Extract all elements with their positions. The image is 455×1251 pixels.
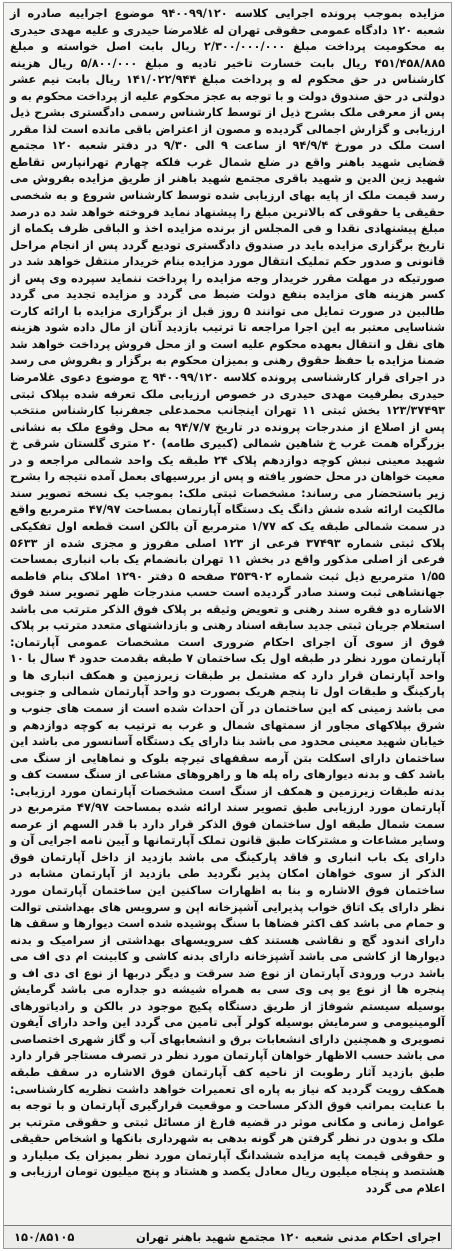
auction-notice	[3, 2, 452, 1249]
notice-issuer: اجرای احکام مدنی شعبه ۱۲۰ مجتمع شهید باهنر تهران	[136, 1230, 441, 1244]
notice-footer	[4, 1225, 451, 1248]
notice-body	[4, 3, 451, 1225]
notice-reference-number: ۱۵۰/۸۵۱۰۵	[14, 1230, 75, 1244]
notice-text: مزایده بموجب پرونده اجرایی کلاسه ۹۴۰۰۹۹/۱۲۰ موضوع اجراییه صادره از شعبه ۱۲۰ دادگاه عمومی حقوقی تهران له غلامرضا حیدری و علیه مهدی حیدری به محکومیت پرداخت مبلغ ۲/۳۰۰/۰۰۰/۰۰۰ ریال بابت اصل خواسته و مبلغ ۴۵۱/۴۵۸/۸۸۵ ریال بابت خسارت تاخیر تادیه و مبلغ ۵/۸۰۰/۰۰۰ ریال هزینه کارشناس در حق محکوم له و پرداخت مبلغ ۱۴۱/۰۲۲/۹۴۴ ریال بابت نیم عشر دولتی در حق صندوق دولت و با توجه به عجز محکوم علیه از پرداخت محکوم به و پس از معرفی ملک بشرح ذیل از توسط کارشناس رسمی دادگستری بشرح ذیل ارزیابی و گزارش اجمالی گردیده و مصون از اعتراض باقی مانده است لذا مقرر است ملک در مورخ ۹۴/۹/۴ از ساعت ۹ الی ۹/۳۰ در دفتر شعبه ۱۲۰ مجتمع قضایی شهید باهنر واقع در ضلع شمال غرب فلکه چهارم تهرانپارس تقاطع شهید زین الدین و شهید باقری مجتمع شهید باهنر از طریق مزایده بفروش می رسد قیمت ملک از پایه بهای ارزیابی شده توسط کارشناس شروع و به شخصی حقیقی یا حقوقی که بالاترین مبلغ را پیشنهاد نماید فروخته خواهد شد ده درصد مبلغ پیشنهادی نقدا و فی المجلس از برنده مزایده اخذ و الباقی ظرف یکماه از تاریخ برگزاری مزایده باید در صندوق دادگستری تودیع گردد پس از انجام مراحل قانونی و صدور حکم تملیک انتقال مورد مزایده بنام خریدار منتقل خواهد شد در صورتیکه در مهلت مقرر خریدار وجه مزایده را پرداخت ننماید سپرده وی پس از کسر هزینه های مزایده بنفع دولت ضبط می گردد و مزایده تجدید می گردد طالبین در صورت تمایل می توانند ۵ روز قبل از برگزاری مزایده با ارائه کارت شناسایی معتبر به این اجرا مراجعه تا ترتیب بازدید آنان از مال داده شود هزینه های نقل و انتقال بعهده محکوم علیه است و از محل فروش پرداخت خواهد شد ضمنا مزایده با حفظ حقوق رهنی و بمیزان محکوم به برگزار و بفروش می رسد در اجرای قرار کارشناسی پرونده کلاسه ۹۴۰۰۹۹/۱۲۰ ج موضوع دعوی غلامرضا حیدری بطرفیت مهدی حیدری در خصوص ارزیابی ملک تعرفه شده بپلاک ثبتی ۱۲۳/۳۷۴۹۳ بخش ثبتی ۱۱ تهران اینجانب محمدعلی جعفرنیا کارشناس منتخب پس از اصلاع از مندرجات پرونده در تاریخ ۹۴/۷/۷ به محل وقوع ملک به نشانی بزرگراه همت غرب خ شاهین شمالی (کبیری طامه) ۲۰ متری گلستان شرقی خ شهید معینی نبش کوچه دوازدهم پلاک ۲۴ طبقه یک واحد شمالی مراجعه و در معیت خواهان در محل حضور یافته و پس از بررسیهای بعمل آمده نتیجه را بشرح زیر باستحضار می رساند: مشخصات ثبتی ملک: بموجب یک نسخه تصویر سند مالکیت ارائه شده شش دانگ یک دستگاه آپارتمان بمساحت ۴۷/۹۷ مترمربع واقع در سمت شمالی طبقه یک که ۱/۷۷ مترمربع آن بالکن است قطعه اول تفکیکی پلاک ثبتی شماره ۳۷۴۹۳ فرعی از ۱۲۳ اصلی مفروز و مجزی شده از ۵۶۳۳ فرعی از اصلی مذکور واقع در بخش ۱۱ تهران بانضمام یک باب انباری بمساحت ۱/۵۵ مترمربع ذیل ثبت شماره ۳۵۳۹۰۲ صفحه ۵ دفتر ۱۲۹۰ املاک بنام فاطمه جهانشاهی ثبت وسند صادر گردیده است حسب مندرجات ظهر تصویر سند فوق الاشاره دو فقره سند رهنی و تعویض وثیقه بر پلاک فوق الذکر مترتب می باشد استعلام جریان ثبتی جدید سابقه اسناد رهنی و بازداشتهای متعدد مترتب بر پلاک فوق از سوی آن اجرای احکام ضروری است مشخصات عمومی آپارتمان: آپارتمان مورد نظر در طبقه اول یک ساختمان ۷ طبقه بقدمت حدود ۴ سال با ۱۰ واحد آپارتمان قرار دارد که مشتمل بر طبقات زیرزمین و همکف انباری ها و پارکینگ و طبقات اول تا پنجم هریک بصورت دو واحد آپارتمان شمالی و جنوبی می باشد زمینی که این ساختمان در آن احداث شده است از سمت های جنوب و شرق بپلاکهای مجاور از سمتهای شمال و غرب به ترتیب به کوچه دوازدهم و خیابان شهید معینی محدود می باشد بنا دارای یک دستگاه آسانسور می باشد این ساختمان دارای اسکلت بتن آرمه سقفهای تیرچه بلوک و نماهایی از سنگ می باشد کف و بدنه دیوارهای راه پله ها و راهروهای مشاعی از سنگ سست کف و بدنه طبقات زیرزمین و همکف از سنگ است مشخصات آپارتمان مورد ارزیابی: آپارتمان مورد ارزیابی طبق تصویر سند ارائه شده بمساحت ۴۷/۹۷ مترمربع در سمت شمال طبقه اول ساختمان فوق الذکر قرار دارد با قدر السهم از عرصه وسایر مشاعات و مشترکات طبق قانون تملک آپارتمانها و آیین نامه اجرایی آن و دارای یک باب انباری و فاقد پارکینگ می باشد بازدید از داخل آپارتمان فوق الذکر از سوی خواهان امکان پذیر نگردید طی بازدید از آپارتمان مشابه در ساختمان فوق الاشاره و بنا به اظهارات ساکنین این ساختمان آپارتمان مورد نظر دارای یک اتاق خواب پذیرایی آشپزخانه اپن و سرویس های بهداشتی توالت و حمام می باشد کف اکثر فضاها با سنگ پوشیده شده است دیوارها و سقف ها دارای اندود گچ و نقاشی هستند کف سرویسهای بهداشتی از سرامیک و بدنه دیوارها از کاشی می باشد آشپزخانه دارای بدنه کاشی و کابینت ام دی اف می باشد درب ورودی آپارتمان از نوع ضد سرقت و دیگر دربها از نوع ای دی اف و پنجره ها از نوع یو پی وی سی به همراه شیشه دو جداره می باشد گرمایش بوسیله سیستم شوفاژ از طریق دستگاه پکیج موجود در بالکن و رادیاتورهای آلومینیومی و سرمایش بوسیله کولر آبی تامین می گردد این واحد دارای آیفون تصویری و همچنین دارای انشعابات برق و انشعابهای آب و گاز شهری اختصاصی می باشد حسب الاظهار خواهان آپارتمان مورد نظر در تصرف مستاجر قرار دارد طبق بازدید آثار رطوبت از ناحیه کف آپارتمان فوق الاشاره در سقف طبقه همکف رویت گردید که نیاز به پاره ای تعمیرات خواهد داشت نظریه کارشناسی: با عنایت بمراتب فوق الذکر مساحت و موقعیت قرارگیری آپارتمان و با توجه به عوامل زمانی و مکانی موثر در قضیه فارغ از مسائل ثبتی و حقوقی مترتب بر ملک و بدون در نظر گرفتن هر گونه بدهی به شهرداری بانکها و اشخاص حقیقی و حقوقی قیمت پایه مزایده ششدانگ آپارتمان مورد نظر بمیزان یک میلیارد و هشتصد و پنجاه میلیون ریال معادل یکصد و هشتاد و پنج میلیون تومان ارزیابی و اعلام می گردد	[10, 7, 446, 1195]
